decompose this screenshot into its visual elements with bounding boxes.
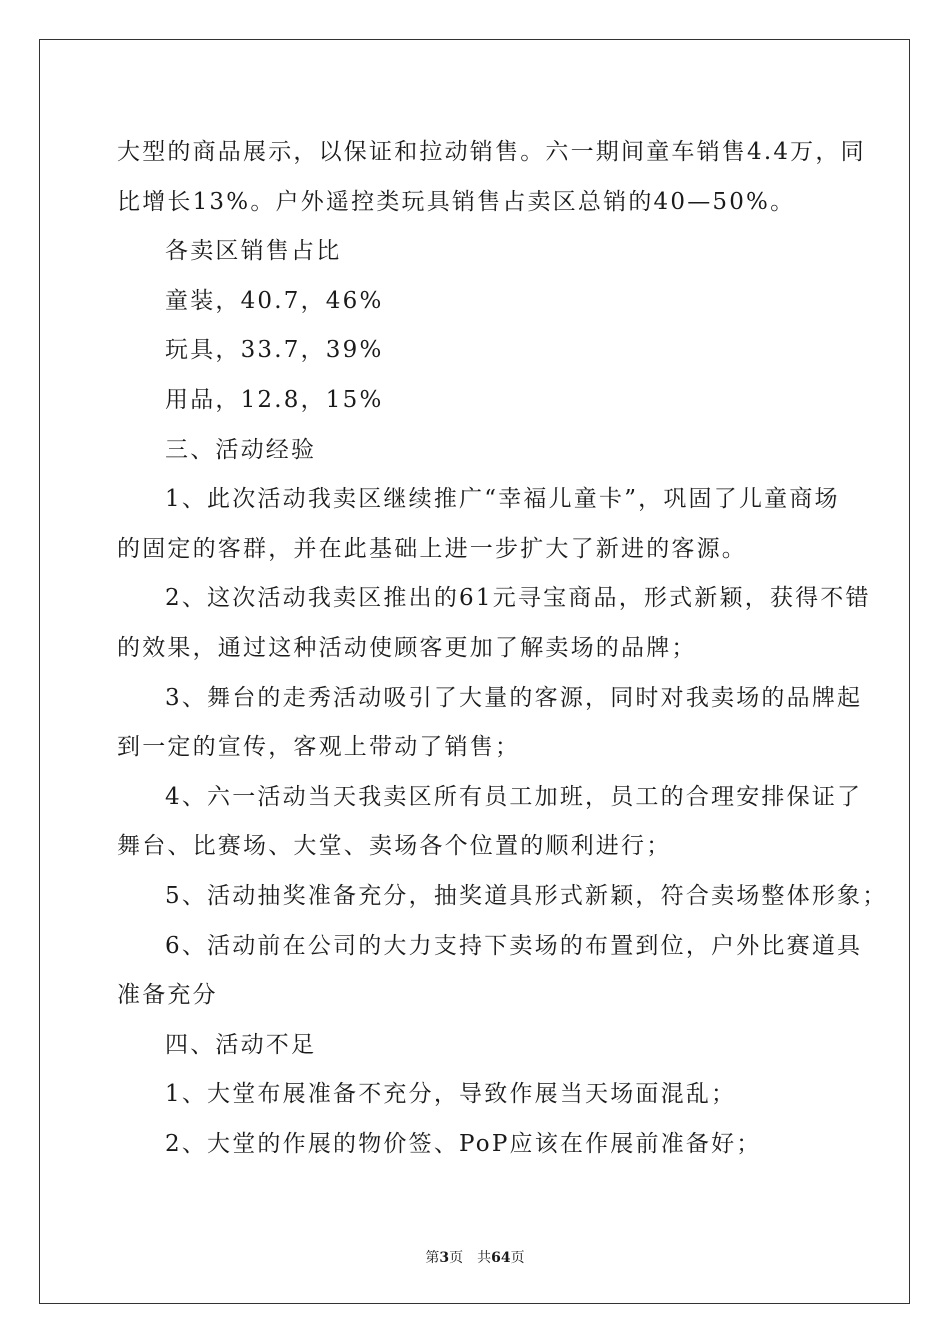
total-page-number: 64 <box>491 1250 511 1266</box>
paragraph-line: 的效果，通过这种活动使顾客更加了解卖场的品牌； <box>117 634 697 661</box>
total-prefix: 共 <box>477 1250 492 1266</box>
paragraph-line: 1、大堂布展准备不充分，导致作展当天场面混乱； <box>165 1081 737 1108</box>
total-suffix: 页 <box>510 1250 525 1266</box>
paragraph-line: 比增长13%。户外遥控类玩具销售占卖区总销的40—50%。 <box>117 188 796 215</box>
paragraph-line: 1、此次活动我卖区继续推广“幸福儿童卡”，巩固了儿童商场 <box>165 486 840 513</box>
paragraph-line: 4、六一活动当天我卖区所有员工加班，员工的合理安排保证了 <box>165 783 863 810</box>
paragraph-line: 准备充分 <box>117 982 218 1009</box>
page-suffix: 页 <box>449 1250 464 1266</box>
paragraph-line: 大型的商品展示，以保证和拉动销售。六一期间童车销售4.4万，同 <box>117 139 866 165</box>
page-prefix: 第 <box>425 1250 440 1266</box>
paragraph-line: 舞台、比赛场、大堂、卖场各个位置的顺利进行； <box>117 833 672 860</box>
sales-share-item: 用品，12.8，15% <box>165 386 384 413</box>
paragraph-line: 3、舞台的走秀活动吸引了大量的客源，同时对我卖场的品牌起 <box>165 684 863 711</box>
paragraph-line: 的固定的客群，并在此基础上进一步扩大了新进的客源。 <box>117 535 747 562</box>
section-heading: 四、活动不足 <box>165 1031 317 1058</box>
paragraph-line: 2、这次活动我卖区推出的61元寻宝商品，形式新颖，获得不错 <box>165 585 871 612</box>
paragraph-line: 6、活动前在公司的大力支持下卖场的布置到位，户外比赛道具 <box>165 932 863 959</box>
section-heading: 三、活动经验 <box>165 436 317 463</box>
current-page-number: 3 <box>439 1250 450 1266</box>
sales-share-item: 童装，40.7，46% <box>165 287 384 314</box>
paragraph-line: 5、活动抽奖准备充分，抽奖道具形式新颖，符合卖场整体形象； <box>165 882 888 909</box>
sales-share-item: 玩具，33.7，39% <box>165 337 384 364</box>
paragraph-line: 2、大堂的作展的物价签、PoP应该在作展前准备好； <box>165 1130 762 1157</box>
page-footer <box>0 1247 950 1267</box>
section-subtitle: 各卖区销售占比 <box>165 238 342 265</box>
paragraph-line: 到一定的宣传，客观上带动了销售； <box>117 734 521 761</box>
document-body <box>117 128 888 1169</box>
